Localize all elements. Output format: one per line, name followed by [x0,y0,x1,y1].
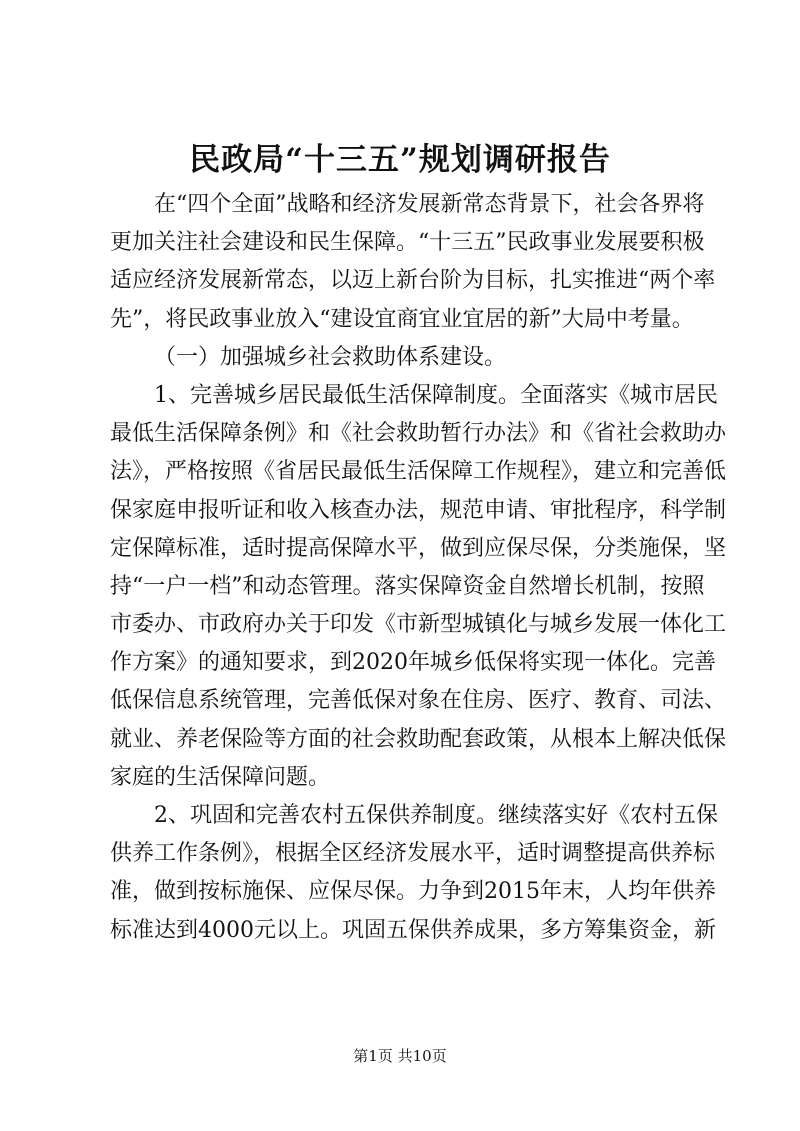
paragraph-1-line-2: 更加关注社会建设和民生保障。“十三五”民政事业发展要积极 [110,230,705,256]
paragraph-3-line-2: 供养工作条例》，根据全区经济发展水平，适时调整提高供养标 [110,841,716,867]
paragraph-3-line-3: 准，做到按标施保、应保尽保。力争到2015年末，人均年供养 [110,879,716,905]
paragraph-1-line-4: 先”，将民政事业放入“建设宜商宜业宜居的新”大局中考量。 [110,306,694,332]
paragraph-2-line-1: 1、完善城乡居民最低生活保障制度。全面落实《城市居民 [154,382,718,408]
document-body [110,186,727,950]
paragraph-2-line-7: 市委办、市政府办关于印发《市新型城镇化与城乡发展一体化工 [110,612,727,638]
paragraph-1-line-1: 在“四个全面”战略和经济发展新常态背景下，社会各界将 [154,192,705,217]
document-title: 民政局“十三五”规划调研报告 [189,142,611,178]
paragraph-3-line-4: 标准达到4000元以上。巩固五保供养成果，多方筹集资金，新 [110,917,716,943]
paragraph-2-line-9: 低保信息系统管理，完善低保对象在住房、医疗、教育、司法、 [110,688,727,714]
paragraph-2-line-2: 最低生活保障条例》和《社会救助暂行办法》和《省社会救助办 [110,421,727,447]
paragraph-3-line-1: 2、巩固和完善农村五保供养制度。继续落实好《农村五保 [154,803,718,828]
paragraph-2-line-8: 作方案》的通知要求，到2020年城乡低保将实现一体化。完善 [110,650,716,676]
section-heading-1: （一）加强城乡社会救助体系建设。 [154,344,507,370]
paragraph-1-line-3: 适应经济发展新常态，以迈上新台阶为目标，扎实推进“两个率 [110,268,716,294]
paragraph-2-line-10: 就业、养老保险等方面的社会救助配套政策，从根本上解决低保 [110,726,727,752]
paragraph-2-line-4: 保家庭申报听证和收入核查办法，规范申请、审批程序，科学制 [110,497,727,523]
paragraph-2-line-6: 持“一户一档”和动态管理。落实保障资金自然增长机制，按照 [110,573,705,599]
paragraph-2-line-5: 定保障标准，适时提高保障水平，做到应保尽保，分类施保，坚 [110,535,727,561]
paragraph-2-line-3: 法》，严格按照《省居民最低生活保障工作规程》，建立和完善低 [110,459,727,485]
paragraph-2-line-11: 家庭的生活保障问题。 [110,764,331,790]
page-number-footer: 第1页 共10页 [353,1047,447,1065]
